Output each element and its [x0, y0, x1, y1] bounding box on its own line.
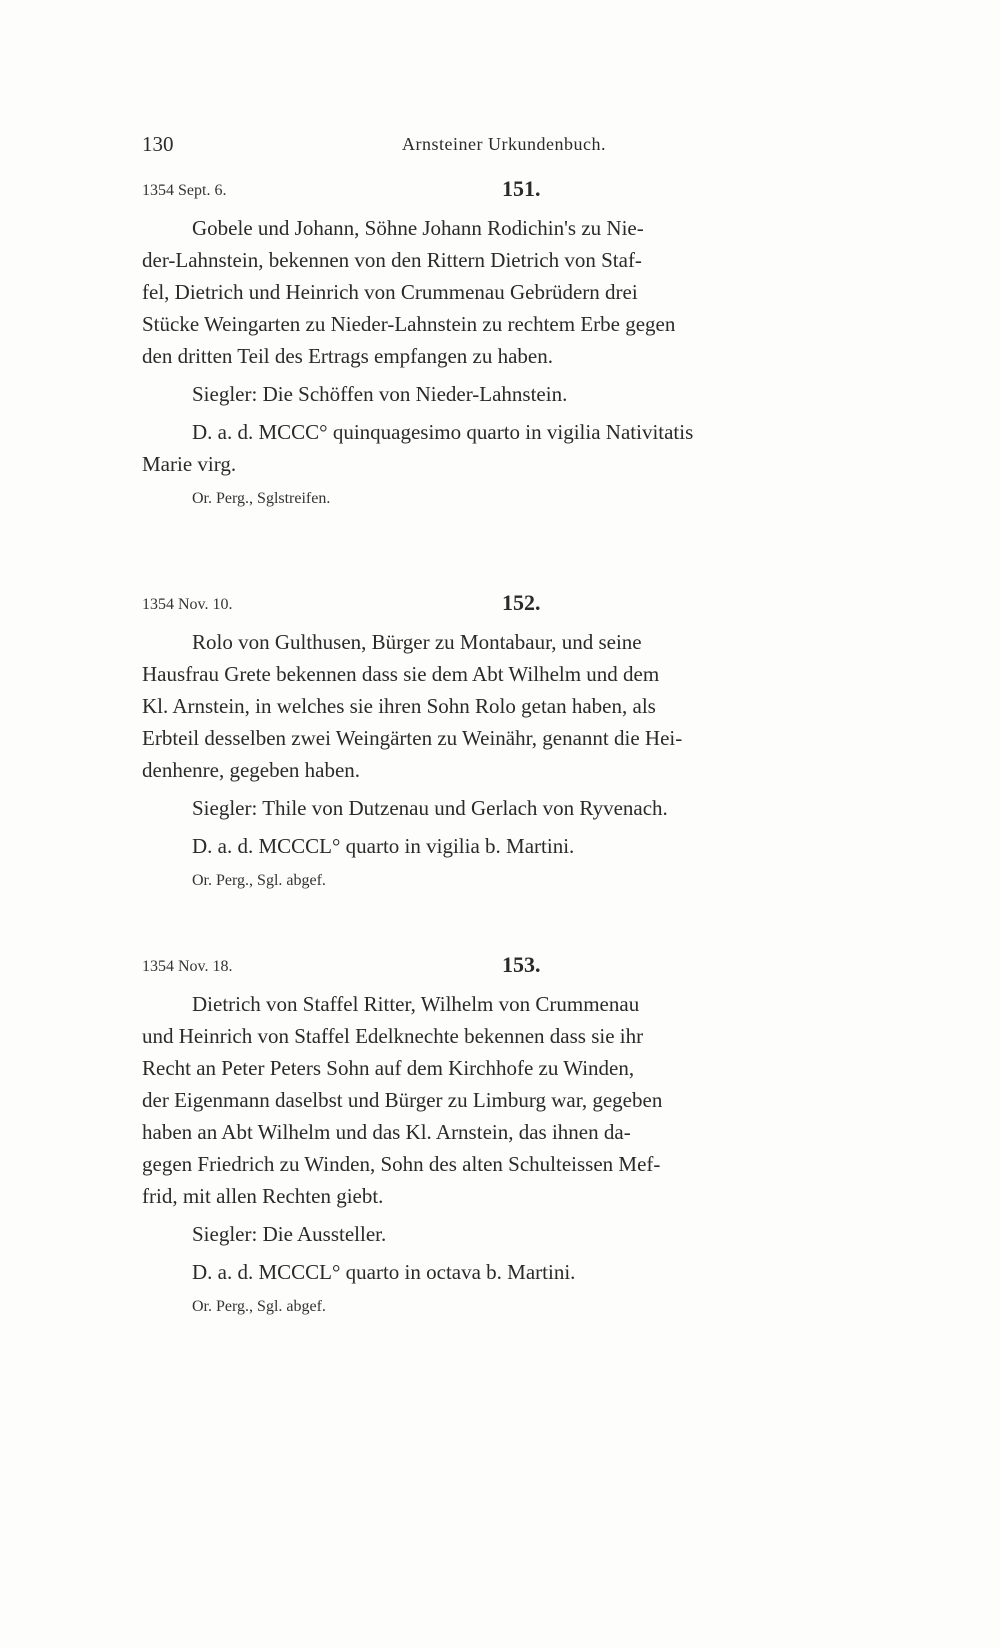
body-line: Rolo von Gulthusen, Bürger zu Montabaur, und seine: [192, 630, 642, 654]
entry-number: 151.: [502, 176, 541, 201]
archival-note: Or. Perg., Sglstreifen.: [192, 490, 331, 507]
dating-line: D. a. d. MCCC° quinquagesimo quarto in vigilia Nativitatis: [192, 420, 694, 444]
entry-number: 153.: [502, 952, 541, 977]
charter-entry: [142, 590, 892, 894]
body-line: Kl. Arnstein, in welches sie ihren Sohn Rolo getan haben, als: [142, 694, 656, 718]
body-line: Gobele und Johann, Söhne Johann Rodichin's zu Nie-: [192, 216, 644, 240]
archival-note: Or. Perg., Sgl. abgef.: [192, 872, 326, 889]
body-line: Stücke Weingarten zu Nieder-Lahnstein zu rechtem Erbe gegen: [142, 312, 676, 336]
entry-date: 1354 Sept. 6.: [142, 182, 227, 199]
entry-number: 152.: [502, 590, 541, 615]
body-line: der Eigenmann daselbst und Bürger zu Limburg war, gegeben: [142, 1088, 663, 1112]
dating-line: Marie virg.: [142, 452, 237, 476]
body-line: und Heinrich von Staffel Edelknechte bekennen dass sie ihr: [142, 1024, 644, 1048]
body-line: Recht an Peter Peters Sohn auf dem Kirchhofe zu Winden,: [142, 1056, 635, 1080]
dating-line: D. a. d. MCCCL° quarto in octava b. Martini.: [192, 1260, 576, 1284]
body-line: Hausfrau Grete bekennen dass sie dem Abt Wilhelm und dem: [142, 662, 660, 686]
charter-entry: [142, 176, 892, 512]
body-line: den dritten Teil des Ertrags empfangen zu haben.: [142, 344, 553, 368]
entry-date: 1354 Nov. 10.: [142, 596, 233, 613]
running-title: Arnsteiner Urkundenbuch.: [402, 134, 606, 154]
siegler-line: Siegler: Thile von Dutzenau und Gerlach von Ryvenach.: [192, 796, 668, 820]
body-line: gegen Friedrich zu Winden, Sohn des alten Schulteissen Mef-: [142, 1152, 661, 1176]
body-line: Dietrich von Staffel Ritter, Wilhelm von Crummenau: [192, 992, 640, 1016]
entry-date: 1354 Nov. 18.: [142, 958, 233, 975]
entry-head: [142, 176, 892, 212]
body-line: der-Lahnstein, bekennen von den Rittern Dietrich von Staf-: [142, 248, 642, 272]
siegler-line: Siegler: Die Aussteller.: [192, 1222, 387, 1246]
page-header: [142, 132, 892, 162]
dating-line: D. a. d. MCCCL° quarto in vigilia b. Martini.: [192, 834, 575, 858]
body-line: denhenre, gegeben haben.: [142, 758, 361, 782]
body-line: fel, Dietrich und Heinrich von Crummenau Gebrüdern drei: [142, 280, 638, 304]
body-line: haben an Abt Wilhelm und das Kl. Arnstein, das ihnen da-: [142, 1120, 631, 1144]
archival-note: Or. Perg., Sgl. abgef.: [192, 1298, 326, 1315]
entry-head: [142, 952, 892, 988]
charter-entry: [142, 952, 892, 1320]
entry-head: [142, 590, 892, 626]
body-line: frid, mit allen Rechten giebt.: [142, 1184, 384, 1208]
body-line: Erbteil desselben zwei Weingärten zu Weinähr, genannt die Hei-: [142, 726, 683, 750]
page-number: 130: [142, 132, 174, 156]
siegler-line: Siegler: Die Schöffen von Nieder-Lahnstein.: [192, 382, 568, 406]
